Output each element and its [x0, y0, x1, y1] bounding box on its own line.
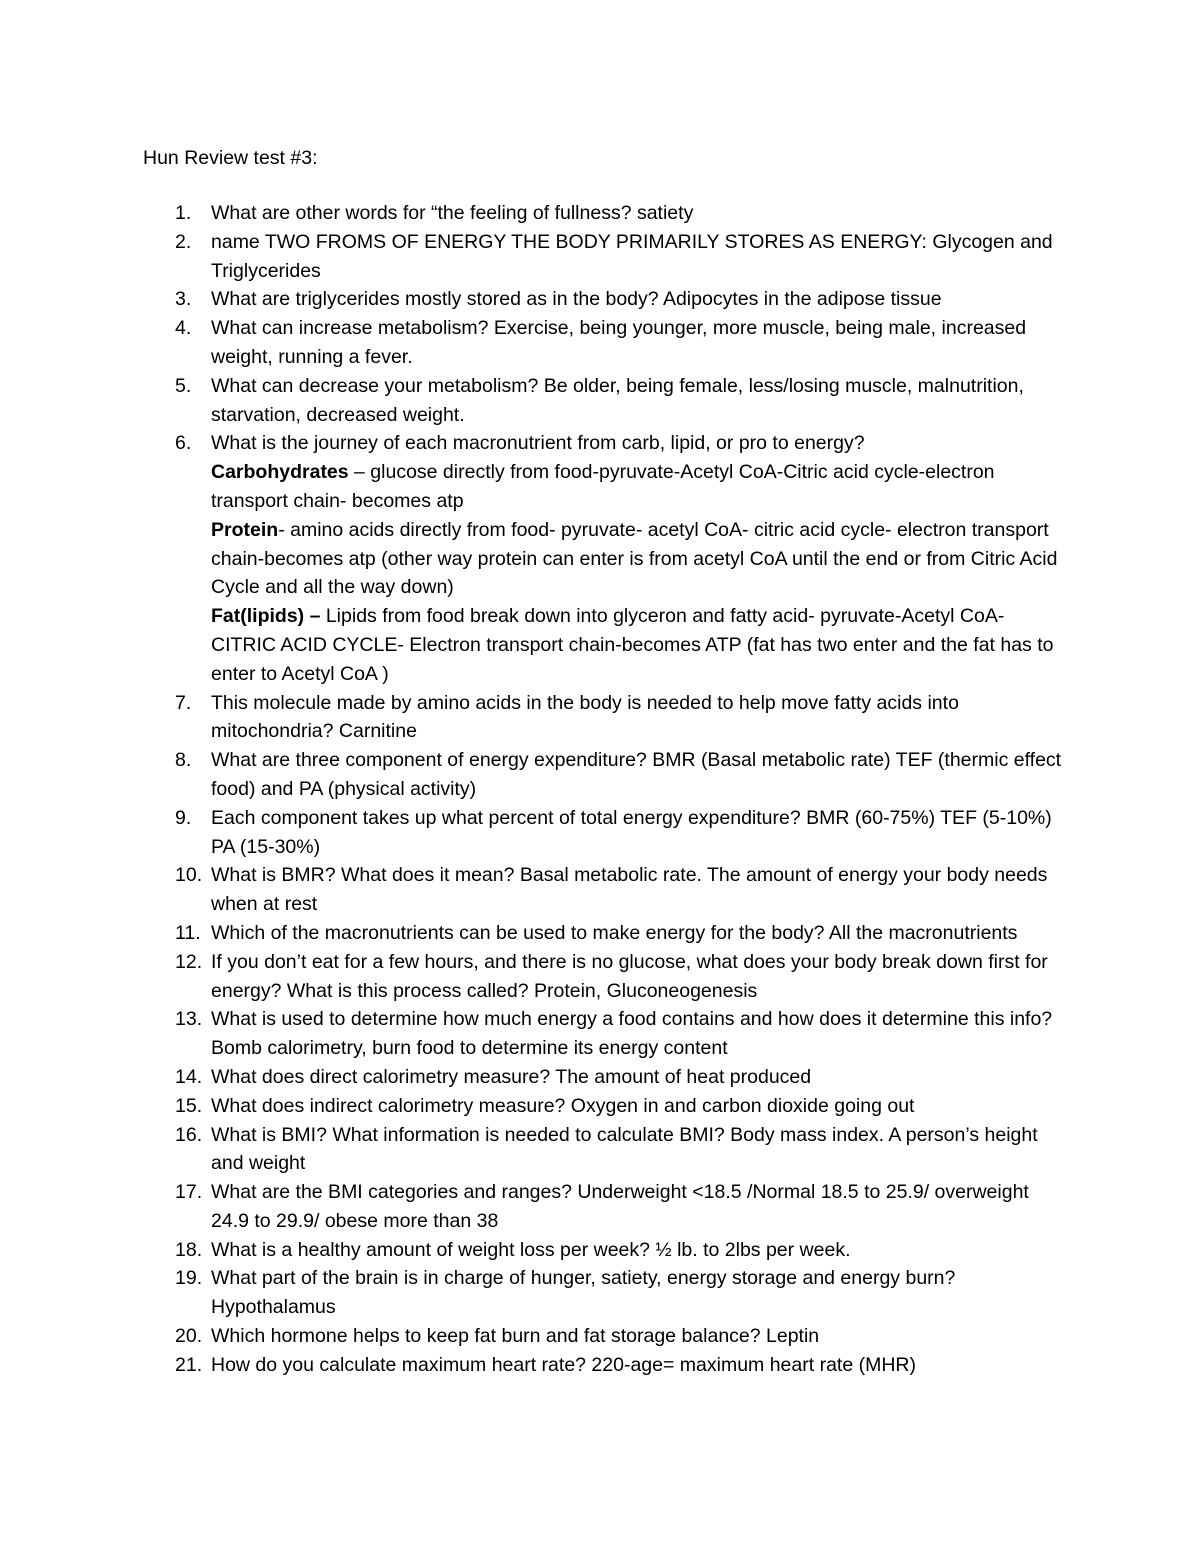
pathway-heading: Carbohydrates	[211, 461, 349, 484]
question-item	[0, 199, 1200, 228]
question-text: How do you calculate maximum heart rate? 220-age= maximum heart rate (MHR)	[211, 1353, 916, 1376]
question-text: name TWO FROMS OF ENERGY THE BODY PRIMARILY STORES AS ENERGY: Glycogen and Triglycerides	[211, 230, 1053, 282]
pathway-paragraph	[211, 516, 1070, 602]
question-item	[0, 1351, 1200, 1380]
question-number: 17.	[175, 1181, 203, 1204]
question-item	[0, 919, 1200, 948]
question-number: 6.	[175, 432, 192, 455]
question-item	[0, 746, 1200, 804]
question-item	[0, 1178, 1200, 1236]
pathway-paragraph	[211, 602, 1070, 688]
question-item	[0, 1121, 1200, 1179]
question-number: 1.	[175, 202, 192, 224]
pathway-heading: Protein	[211, 518, 279, 541]
question-text: Which hormone helps to keep fat burn and fat storage balance? Leptin	[211, 1325, 820, 1348]
question-item	[0, 689, 1200, 747]
question-item	[0, 1236, 1200, 1265]
question-text: What can increase metabolism? Exercise, being younger, more muscle, being male, increased weight, running a fever.	[211, 317, 1027, 368]
question-text: What are three component of energy expenditure? BMR (Basal metabolic rate) TEF (thermic effect food) and PA (physical activity)	[211, 749, 1062, 800]
question-number: 12.	[175, 950, 203, 973]
question-text: What is used to determine how much energy a food contains and how does it determine this info? Bomb calorimetry, burn food to determine its energy content	[211, 1008, 1053, 1060]
question-number: 14.	[175, 1065, 203, 1088]
question-number: 4.	[175, 317, 192, 340]
question-number: 11.	[175, 921, 201, 944]
question-text: What is BMR? What does it mean? Basal metabolic rate. The amount of energy your body needs when at rest	[211, 864, 1048, 916]
question-number: 5.	[175, 374, 192, 397]
question-text: What are triglycerides mostly stored as in the body? Adipocytes in the adipose tissue	[211, 288, 942, 311]
question-list	[0, 199, 1200, 1380]
question-number: 19.	[175, 1267, 203, 1290]
question-number: 3.	[175, 288, 192, 311]
question-number: 7.	[175, 691, 192, 714]
question-item	[0, 228, 1200, 286]
question-number: 15.	[175, 1094, 203, 1117]
question-number: 9.	[175, 806, 192, 829]
question-text: If you don’t eat for a few hours, and there is no glucose, what does your body break down first for energy? What is this process called? Protein, Gluconeogenesis	[211, 950, 1048, 1002]
question-item	[0, 804, 1200, 862]
question-item	[0, 285, 1200, 314]
question-number: 16.	[175, 1123, 203, 1146]
question-item	[0, 1005, 1200, 1063]
question-text: What is a healthy amount of weight loss per week? ½ lb. to 2lbs per week.	[211, 1238, 851, 1261]
question-text: What part of the brain is in charge of hunger, satiety, energy storage and energy burn? Hypothalamus	[211, 1267, 956, 1319]
pathway-heading: Fat(lipids) –	[211, 605, 321, 628]
question-item	[0, 429, 1200, 688]
question-text: What is the journey of each macronutrient from carb, lipid, or pro to energy?	[211, 432, 865, 455]
question-number: 21.	[175, 1353, 203, 1376]
question-text: What can decrease your metabolism? Be older, being female, less/losing muscle, malnutrition, starvation, decreased weight.	[211, 374, 1024, 426]
question-text: What are other words for “the feeling of fullness? satiety	[211, 202, 694, 224]
question-item	[0, 314, 1200, 372]
question-text: What are the BMI categories and ranges? Underweight <18.5 /Normal 18.5 to 25.9/ overweight 24.9 to 29.9/ obese more than 38	[211, 1181, 1029, 1232]
question-item	[0, 1322, 1200, 1351]
pathway-paragraph	[211, 458, 1070, 516]
question-text: This molecule made by amino acids in the body is needed to help move fatty acids into mitochondria? Carnitine	[211, 691, 959, 743]
question-text: What does direct calorimetry measure? The amount of heat produced	[211, 1065, 812, 1088]
document-title: Hun Review test #3:	[143, 147, 318, 169]
question-number: 13.	[175, 1008, 203, 1031]
question-text: Each component takes up what percent of total energy expenditure? BMR (60-75%) TEF (5-10%) PA (15-30%)	[211, 806, 1052, 858]
pathway-description: – glucose directly from food-pyruvate-Acetyl CoA-Citric acid cycle-electron transport chain- becomes atp	[211, 461, 995, 512]
question-number: 2.	[175, 230, 192, 253]
question-item	[0, 372, 1200, 430]
question-item	[0, 1264, 1200, 1322]
question-item	[0, 861, 1200, 919]
question-text: What does indirect calorimetry measure? Oxygen in and carbon dioxide going out	[211, 1094, 915, 1117]
question-item	[0, 948, 1200, 1006]
question-number: 10.	[175, 864, 203, 887]
pathway-description: - amino acids directly from food- pyruvate- acetyl CoA- citric acid cycle- electron transport chain-becomes atp (other way protein can enter is from acetyl CoA until the end or from Citric Acid Cycle and all the way down)	[211, 518, 1058, 599]
question-text: Which of the macronutrients can be used to make energy for the body? All the macronutrients	[211, 921, 1018, 944]
question-number: 8.	[175, 749, 192, 772]
pathway-description: Lipids from food break down into glyceron and fatty acid- pyruvate-Acetyl CoA- CITRIC ACID CYCLE- Electron transport chain-becomes ATP (fat has two enter and the fat has to enter to Acetyl CoA )	[211, 605, 1054, 685]
question-text: What is BMI? What information is needed to calculate BMI? Body mass index. A person’s height and weight	[211, 1123, 1038, 1175]
question-number: 20.	[175, 1325, 203, 1348]
question-number: 18.	[175, 1238, 203, 1261]
question-item	[0, 1092, 1200, 1121]
question-item	[0, 1063, 1200, 1092]
